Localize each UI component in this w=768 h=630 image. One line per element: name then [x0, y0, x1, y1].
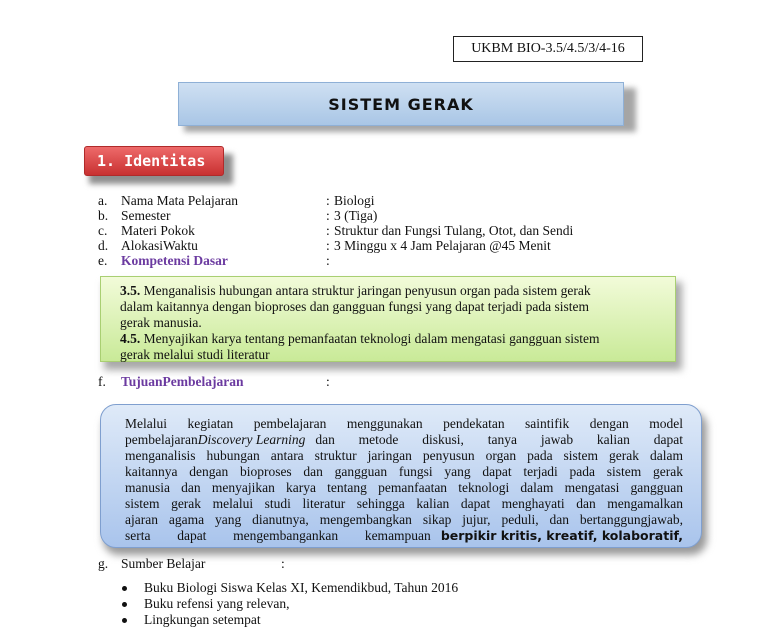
row-label: Materi Pokok [121, 223, 195, 238]
tujuan-box [100, 404, 704, 550]
kd-line: gerak manusia. [120, 315, 202, 330]
row-letter: c. [98, 223, 108, 238]
kd-number: 4.5. [120, 331, 141, 346]
tujuan-line [125, 448, 683, 464]
tujuan-text: Melalui kegiatan pembelajaran menggunakan pendekatan saintifik dengan model [125, 416, 683, 431]
row-value: Biologi [334, 193, 375, 208]
tujuan-line [125, 512, 683, 528]
section-number: 1. [97, 152, 116, 170]
source-list [120, 580, 458, 628]
row-value: 3 (Tiga) [334, 208, 378, 223]
section-header [84, 146, 228, 176]
tujuan-text: kaitannya dengan bioproses dan gangguan fungsi yang dapat terjadi pada sistem gerak [125, 464, 683, 479]
kd-text: Menyajikan karya tentang pemanfaatan teknologi dalam mengatasi gangguan sistem [140, 331, 600, 346]
row-letter: a. [98, 193, 108, 208]
tujuan-line [125, 464, 683, 480]
row-value: 3 Minggu x 4 Jam Pelajaran @45 Menit [334, 238, 551, 253]
identity-row-topic [98, 223, 618, 239]
identity-row-kd [98, 253, 618, 269]
kd-line: gerak melalui studi literatur [120, 347, 270, 362]
row-letter: b. [98, 208, 109, 223]
tujuan-line [125, 480, 683, 496]
identity-row-time [98, 238, 618, 254]
kd-text: Menganalisis hubungan antara struktur jaringan penyusun organ pada sistem gerak [140, 283, 591, 298]
page-title: SISTEM GERAK [178, 82, 624, 126]
tujuan-line [125, 416, 683, 432]
identity-row-semester [98, 208, 618, 224]
tujuan-text: manusia dan menyajikan karya tentang pemanfaatan teknologi dalam mengatasi gangguan [125, 480, 683, 495]
section-label: Identitas [124, 152, 206, 170]
tujuan-text: serta dapat mengembangankan kemampuan [125, 528, 431, 543]
kd-number: 3.5. [120, 283, 141, 298]
title-banner [178, 82, 630, 126]
kompetensi-dasar-box [100, 276, 678, 364]
kd-line: dalam kaitannya dengan bioproses dan gangguan fungsi yang dapat terjadi pada sistem [120, 299, 589, 314]
tujuan-line [125, 432, 683, 448]
tujuan-text: ajaran agama yang dianutnya, mengembangkan sikap jujur, peduli, dan bertanggungjawab, [125, 512, 683, 527]
tujuan-italic: Discovery Learning [197, 432, 306, 447]
tujuan-text: sistem gerak melalui studi literatur sehingga kalian dapat menghayati dan mengamalkan [125, 496, 683, 511]
row-colon: : [326, 238, 330, 253]
row-letter: e. [98, 253, 108, 268]
row-colon: : [326, 223, 330, 238]
row-letter: f. [98, 374, 106, 389]
tujuan-text: dan metode diskusi, tanya jawab kalian dapat [315, 432, 683, 447]
row-label: Semester [121, 208, 171, 223]
row-label: Kompetensi Dasar [121, 253, 228, 268]
list-item: Buku Biologi Siswa Kelas XI, Kemendikbud, Tahun 2016 [120, 580, 458, 596]
tujuan-text: menganalisis hubungan antara struktur jaringan penyusun organ pada sistem gerak dalam [125, 448, 683, 463]
row-colon: : [326, 374, 330, 389]
row-colon: : [326, 193, 330, 208]
kd-line [120, 283, 665, 299]
document-code: UKBM BIO-3.5/4.5/3/4-16 [453, 36, 643, 62]
row-colon: : [281, 556, 285, 571]
section-header-label [84, 146, 224, 176]
tujuan-row [98, 374, 398, 390]
list-item: Buku refensi yang relevan, [120, 596, 458, 612]
row-colon: : [326, 253, 330, 268]
row-label: Nama Mata Pelajaran [121, 193, 238, 208]
tujuan-content [100, 404, 702, 548]
row-colon: : [326, 208, 330, 223]
row-letter: g. [98, 556, 109, 571]
list-item: Lingkungan setempat [120, 612, 458, 628]
sumber-row [98, 556, 398, 572]
tujuan-line [125, 528, 683, 544]
kd-content [100, 276, 676, 362]
row-label: Sumber Belajar [121, 556, 206, 571]
row-value: Struktur dan Fungsi Tulang, Otot, dan Sendi [334, 223, 574, 238]
tujuan-text: pembelajaran [125, 432, 198, 447]
row-letter: d. [98, 238, 109, 253]
identity-row-subject [98, 193, 618, 209]
row-label: TujuanPembelajaran [121, 374, 244, 389]
tujuan-line [125, 496, 683, 512]
row-label: AlokasiWaktu [121, 238, 198, 253]
kd-line [120, 331, 665, 347]
tujuan-bold: berpikir kritis, kreatif, kolaboratif, [440, 528, 683, 543]
